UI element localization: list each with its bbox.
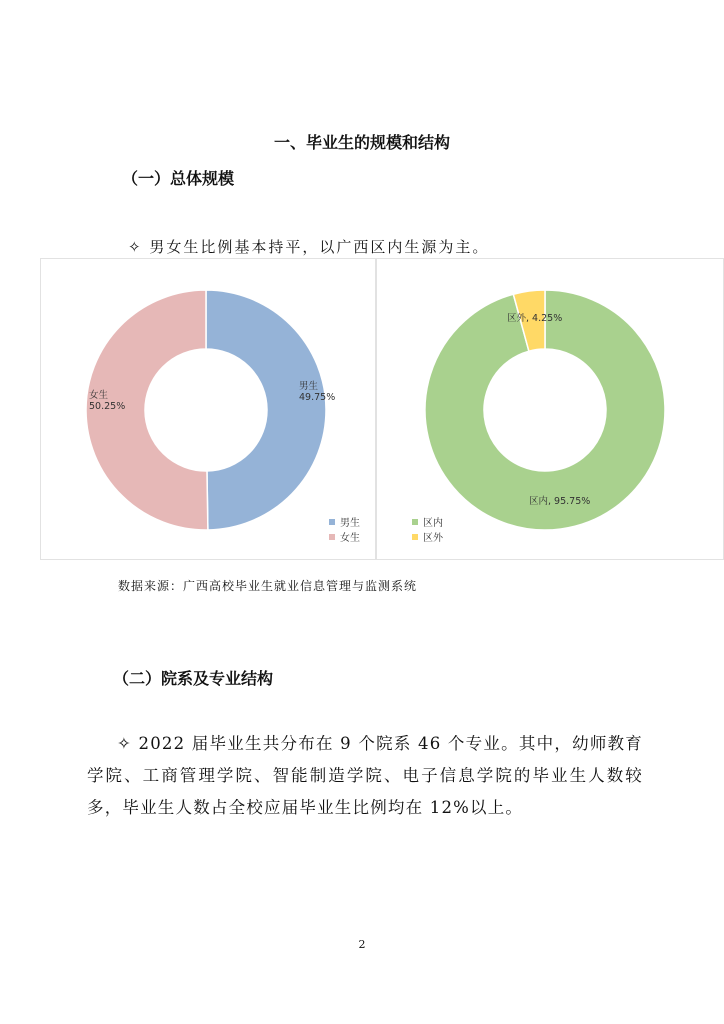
- data-label-1-value: 50.25%: [89, 401, 126, 412]
- data-label-1: 区外, 4.25%: [507, 313, 563, 324]
- donut-slice-0: [206, 290, 326, 530]
- section-title: 一、毕业生的规模和结构: [273, 133, 450, 152]
- legend-swatch-0: [412, 519, 418, 525]
- bullet-gender-origin: ✧ 男女生比例基本持平，以广西区内生源为主。: [128, 238, 490, 256]
- legend-label-0: 区内: [423, 518, 443, 529]
- legend-label-0: 男生: [340, 518, 360, 529]
- paragraph-text: ✧ 2022 届毕业生共分布在 9 个院系 46 个专业。其中，幼师教育学院、工商管理学院、智能制造学院、电子信息学院的毕业生人数较多，毕业生人数占全校应届毕业生比例均在 12%以上。: [87, 734, 643, 817]
- data-label-1: 女生: [89, 390, 109, 401]
- page-number: 2: [358, 938, 366, 951]
- data-label-0-value: 49.75%: [299, 392, 336, 403]
- gender-chart: [40, 258, 376, 560]
- data-label-0: 区内, 95.75%: [529, 496, 591, 507]
- data-label-0: 男生: [299, 381, 319, 392]
- subsection-title-structure: （二）院系及专业结构: [113, 669, 274, 688]
- data-source-note: 数据来源：广西高校毕业生就业信息管理与监测系统: [118, 579, 418, 593]
- legend-label-1: 女生: [340, 533, 360, 544]
- origin-chart: [376, 258, 724, 560]
- legend-label-1: 区外: [423, 533, 443, 544]
- legend-swatch-1: [329, 534, 335, 540]
- gender-donut-chart: [41, 259, 375, 559]
- origin-donut-chart: [377, 259, 723, 559]
- legend-swatch-0: [329, 519, 335, 525]
- legend-swatch-1: [412, 534, 418, 540]
- subsection-title-scale: （一）总体规模: [122, 169, 235, 188]
- paragraph-structure: [87, 728, 643, 824]
